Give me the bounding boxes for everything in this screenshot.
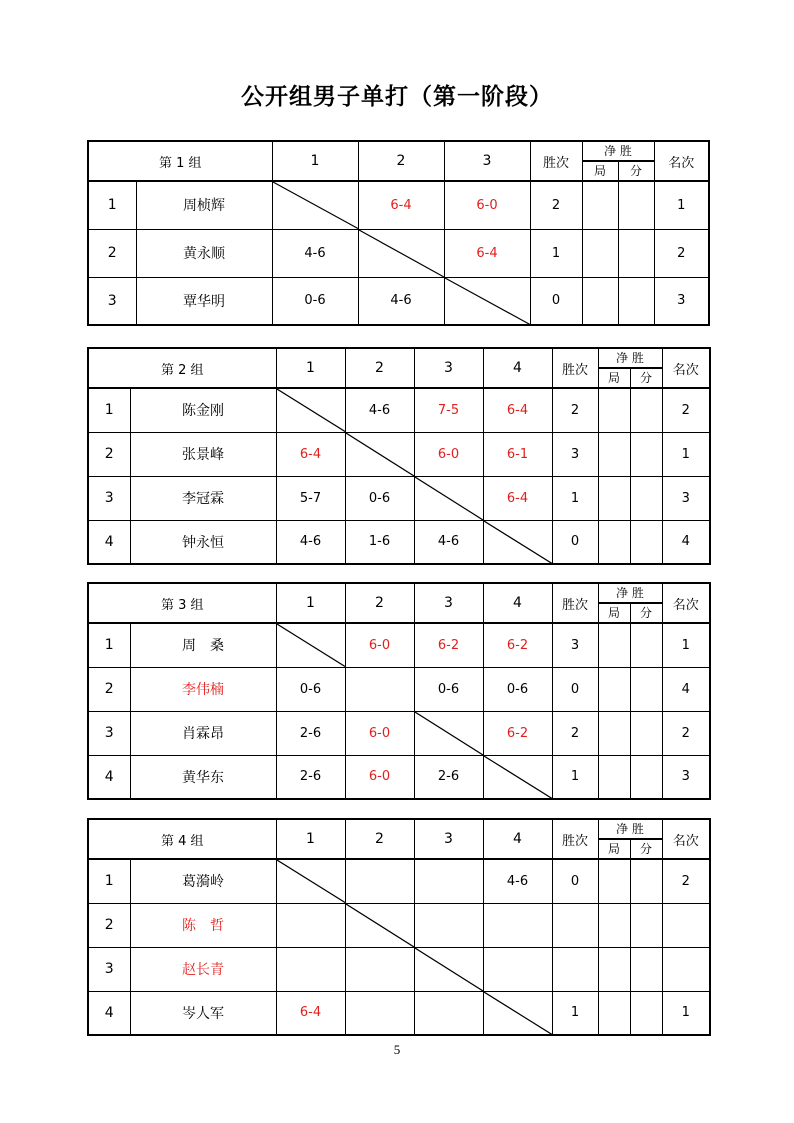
net-points-value xyxy=(630,623,662,667)
net-games-value xyxy=(582,277,618,325)
group-label: 第 2 组 xyxy=(88,348,276,388)
wins-value: 2 xyxy=(552,711,598,755)
rank-value xyxy=(662,903,710,947)
rank-header: 名次 xyxy=(654,141,709,181)
player-row xyxy=(88,755,710,799)
match-score xyxy=(276,903,345,947)
match-score xyxy=(345,991,414,1035)
rank-header: 名次 xyxy=(662,819,710,859)
net-points-value xyxy=(630,755,662,799)
match-score: 6-4 xyxy=(276,432,345,476)
match-score: 6-0 xyxy=(345,711,414,755)
match-score: 7-5 xyxy=(414,388,483,432)
opponent-col-header: 2 xyxy=(345,819,414,859)
player-number: 1 xyxy=(88,623,130,667)
opponent-col-header: 1 xyxy=(272,141,358,181)
games-header: 局 xyxy=(598,603,630,623)
player-number: 2 xyxy=(88,229,136,277)
match-score: 0-6 xyxy=(345,476,414,520)
wins-value xyxy=(552,903,598,947)
net-games-value xyxy=(582,229,618,277)
net-wins-header: 净 胜 xyxy=(598,583,662,603)
player-number: 3 xyxy=(88,947,130,991)
player-row xyxy=(88,277,709,325)
opponent-col-header: 1 xyxy=(276,348,345,388)
self-match-cell xyxy=(345,903,414,947)
match-score: 6-4 xyxy=(444,229,530,277)
net-points-value xyxy=(618,181,654,229)
self-match-cell xyxy=(272,181,358,229)
player-name: 赵长青 xyxy=(130,947,276,991)
player-name: 钟永恒 xyxy=(130,520,276,564)
match-score: 0-6 xyxy=(483,667,552,711)
player-number: 3 xyxy=(88,277,136,325)
net-points-value xyxy=(630,711,662,755)
points-header: 分 xyxy=(630,368,662,388)
player-name: 岑人军 xyxy=(130,991,276,1035)
opponent-col-header: 1 xyxy=(276,819,345,859)
self-match-cell xyxy=(358,229,444,277)
player-number: 3 xyxy=(88,476,130,520)
rank-value: 3 xyxy=(662,476,710,520)
match-score: 6-4 xyxy=(358,181,444,229)
match-score xyxy=(414,859,483,903)
player-row xyxy=(88,520,710,564)
player-row xyxy=(88,667,710,711)
self-match-cell xyxy=(483,755,552,799)
net-points-value xyxy=(618,229,654,277)
opponent-col-header: 4 xyxy=(483,819,552,859)
player-row xyxy=(88,229,709,277)
net-points-value xyxy=(630,947,662,991)
match-score: 4-6 xyxy=(276,520,345,564)
rank-value: 3 xyxy=(654,277,709,325)
self-match-cell xyxy=(414,476,483,520)
player-row xyxy=(88,991,710,1035)
rank-value: 2 xyxy=(662,711,710,755)
player-name: 覃华明 xyxy=(136,277,272,325)
games-header: 局 xyxy=(598,839,630,859)
net-games-value xyxy=(598,859,630,903)
rank-value: 4 xyxy=(662,667,710,711)
match-score: 5-7 xyxy=(276,476,345,520)
net-points-value xyxy=(630,667,662,711)
net-points-value xyxy=(630,903,662,947)
player-name: 肖霖昂 xyxy=(130,711,276,755)
player-number: 3 xyxy=(88,711,130,755)
group-1-table xyxy=(87,140,710,326)
self-match-cell xyxy=(483,991,552,1035)
rank-value: 2 xyxy=(662,388,710,432)
player-row xyxy=(88,476,710,520)
match-score xyxy=(483,947,552,991)
net-points-value xyxy=(618,277,654,325)
match-score: 0-6 xyxy=(272,277,358,325)
net-games-value xyxy=(582,181,618,229)
player-name: 张景峰 xyxy=(130,432,276,476)
match-score xyxy=(483,903,552,947)
match-score: 6-2 xyxy=(483,623,552,667)
net-points-value xyxy=(630,432,662,476)
match-score: 6-1 xyxy=(483,432,552,476)
net-points-value xyxy=(630,859,662,903)
match-score xyxy=(345,859,414,903)
match-score xyxy=(414,903,483,947)
match-score: 1-6 xyxy=(345,520,414,564)
match-score: 2-6 xyxy=(276,755,345,799)
player-row xyxy=(88,947,710,991)
wins-header: 胜次 xyxy=(552,583,598,623)
games-header: 局 xyxy=(582,161,618,181)
opponent-col-header: 4 xyxy=(483,583,552,623)
player-name: 李冠霖 xyxy=(130,476,276,520)
wins-value: 0 xyxy=(552,859,598,903)
group-label: 第 4 组 xyxy=(88,819,276,859)
player-name: 葛漪岭 xyxy=(130,859,276,903)
wins-value: 0 xyxy=(530,277,582,325)
opponent-col-header: 3 xyxy=(414,819,483,859)
group-label: 第 3 组 xyxy=(88,583,276,623)
player-name: 黄华东 xyxy=(130,755,276,799)
player-number: 2 xyxy=(88,667,130,711)
wins-value: 3 xyxy=(552,432,598,476)
match-score: 6-0 xyxy=(414,432,483,476)
match-score: 6-4 xyxy=(276,991,345,1035)
rank-value: 3 xyxy=(662,755,710,799)
rank-value: 1 xyxy=(662,991,710,1035)
rank-value: 2 xyxy=(654,229,709,277)
self-match-cell xyxy=(276,388,345,432)
rank-value: 2 xyxy=(662,859,710,903)
match-score xyxy=(345,667,414,711)
rank-value: 4 xyxy=(662,520,710,564)
player-number: 4 xyxy=(88,520,130,564)
points-header: 分 xyxy=(630,603,662,623)
wins-value: 1 xyxy=(552,755,598,799)
match-score: 0-6 xyxy=(414,667,483,711)
opponent-col-header: 2 xyxy=(345,348,414,388)
net-games-value xyxy=(598,667,630,711)
page-title: 公开组男子单打（第一阶段） xyxy=(241,84,553,110)
group-2-table xyxy=(87,347,711,565)
net-wins-header: 净 胜 xyxy=(598,348,662,368)
match-score: 6-4 xyxy=(483,388,552,432)
net-games-value xyxy=(598,520,630,564)
net-points-value xyxy=(630,520,662,564)
wins-header: 胜次 xyxy=(552,819,598,859)
net-games-value xyxy=(598,991,630,1035)
match-score: 0-6 xyxy=(276,667,345,711)
self-match-cell xyxy=(414,947,483,991)
points-header: 分 xyxy=(618,161,654,181)
match-score: 4-6 xyxy=(345,388,414,432)
games-header: 局 xyxy=(598,368,630,388)
match-score: 2-6 xyxy=(414,755,483,799)
opponent-col-header: 4 xyxy=(483,348,552,388)
net-games-value xyxy=(598,755,630,799)
group-4-table xyxy=(87,818,711,1036)
self-match-cell xyxy=(345,432,414,476)
self-match-cell xyxy=(483,520,552,564)
player-row xyxy=(88,432,710,476)
match-score: 2-6 xyxy=(276,711,345,755)
opponent-col-header: 1 xyxy=(276,583,345,623)
player-name: 李伟楠 xyxy=(130,667,276,711)
wins-value: 2 xyxy=(552,388,598,432)
player-number: 4 xyxy=(88,991,130,1035)
group-label: 第 1 组 xyxy=(88,141,272,181)
player-number: 1 xyxy=(88,859,130,903)
player-row xyxy=(88,859,710,903)
wins-value: 1 xyxy=(530,229,582,277)
points-header: 分 xyxy=(630,839,662,859)
net-points-value xyxy=(630,476,662,520)
wins-value: 1 xyxy=(552,476,598,520)
net-wins-header: 净 胜 xyxy=(582,141,654,161)
self-match-cell xyxy=(276,623,345,667)
net-games-value xyxy=(598,388,630,432)
rank-value: 1 xyxy=(654,181,709,229)
rank-header: 名次 xyxy=(662,583,710,623)
player-number: 1 xyxy=(88,181,136,229)
match-score: 4-6 xyxy=(414,520,483,564)
wins-value: 0 xyxy=(552,667,598,711)
rank-value: 1 xyxy=(662,623,710,667)
wins-value: 3 xyxy=(552,623,598,667)
wins-header: 胜次 xyxy=(552,348,598,388)
net-games-value xyxy=(598,623,630,667)
player-name: 陈 哲 xyxy=(130,903,276,947)
rank-header: 名次 xyxy=(662,348,710,388)
opponent-col-header: 2 xyxy=(345,583,414,623)
match-score: 4-6 xyxy=(272,229,358,277)
match-score xyxy=(414,991,483,1035)
self-match-cell xyxy=(444,277,530,325)
self-match-cell xyxy=(276,859,345,903)
opponent-col-header: 3 xyxy=(414,348,483,388)
player-name: 周桢辉 xyxy=(136,181,272,229)
opponent-col-header: 3 xyxy=(444,141,530,181)
match-score: 4-6 xyxy=(358,277,444,325)
match-score: 6-0 xyxy=(345,623,414,667)
player-number: 2 xyxy=(88,903,130,947)
net-wins-header: 净 胜 xyxy=(598,819,662,839)
player-row xyxy=(88,623,710,667)
player-name: 陈金刚 xyxy=(130,388,276,432)
wins-value xyxy=(552,947,598,991)
player-number: 1 xyxy=(88,388,130,432)
match-score: 6-0 xyxy=(444,181,530,229)
player-row xyxy=(88,388,710,432)
group-3-table xyxy=(87,582,711,800)
match-score: 6-0 xyxy=(345,755,414,799)
rank-value xyxy=(662,947,710,991)
net-games-value xyxy=(598,432,630,476)
match-score: 4-6 xyxy=(483,859,552,903)
wins-value: 0 xyxy=(552,520,598,564)
rank-value: 1 xyxy=(662,432,710,476)
match-score: 6-2 xyxy=(483,711,552,755)
player-number: 4 xyxy=(88,755,130,799)
opponent-col-header: 3 xyxy=(414,583,483,623)
self-match-cell xyxy=(414,711,483,755)
wins-value: 1 xyxy=(552,991,598,1035)
player-name: 周 桑 xyxy=(130,623,276,667)
match-score: 6-4 xyxy=(483,476,552,520)
wins-header: 胜次 xyxy=(530,141,582,181)
page-number: 5 xyxy=(393,1042,401,1057)
match-score xyxy=(345,947,414,991)
net-points-value xyxy=(630,991,662,1035)
match-score xyxy=(276,947,345,991)
net-games-value xyxy=(598,947,630,991)
player-row xyxy=(88,903,710,947)
match-score: 6-2 xyxy=(414,623,483,667)
player-name: 黄永顺 xyxy=(136,229,272,277)
net-points-value xyxy=(630,388,662,432)
player-row xyxy=(88,711,710,755)
opponent-col-header: 2 xyxy=(358,141,444,181)
player-number: 2 xyxy=(88,432,130,476)
net-games-value xyxy=(598,711,630,755)
wins-value: 2 xyxy=(530,181,582,229)
player-row xyxy=(88,181,709,229)
net-games-value xyxy=(598,476,630,520)
net-games-value xyxy=(598,903,630,947)
